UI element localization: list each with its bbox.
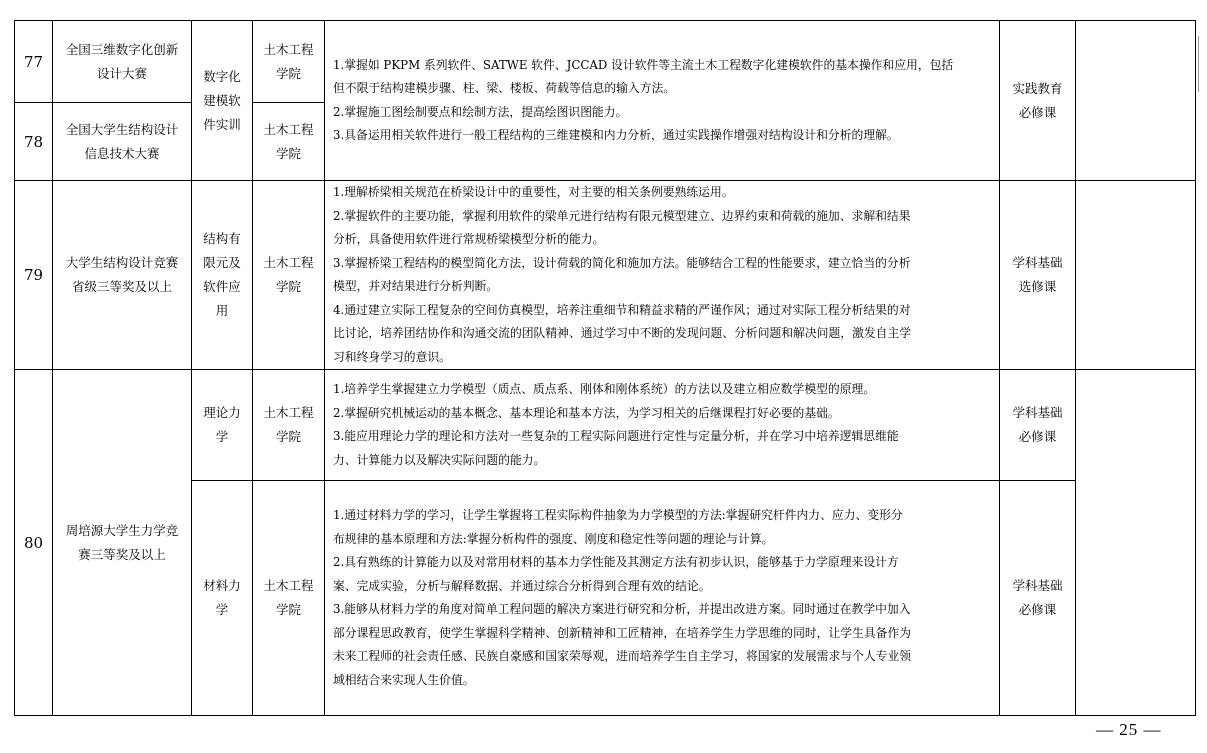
table-row: [15, 181, 1196, 370]
text-line: 学院: [275, 65, 301, 81]
course-name: [192, 370, 253, 481]
text-line: 学院: [275, 145, 301, 161]
text-line: 未来工程师的社会责任感、民族自豪感和国家荣辱观，进而培养学生自主学习，将国家的发展需求与个人专业领: [333, 649, 912, 663]
text-line: 2.掌握施工图绘制要点和绘制方法，提高绘图识图能力。: [333, 104, 628, 119]
text-line: 材料力: [203, 578, 241, 593]
text-line: 学: [215, 429, 229, 444]
text-line: 必修课: [1018, 104, 1057, 120]
text-line: 学科基础: [1012, 405, 1063, 420]
college: [253, 370, 325, 481]
text-line: 1.培养学生掌握建立力学模型（质点、质点系、刚体和刚体系统）的方法以及建立相应数学模型的原理。: [333, 382, 876, 396]
text-line: 2.具有熟练的计算能力以及对常用材料的基本力学性能及其测定方法有初步认识，能够基于力学原理来设计方: [333, 555, 899, 569]
remarks-cell: [1076, 21, 1196, 181]
text-line: 学院: [275, 429, 301, 444]
course-objectives: [325, 370, 1000, 481]
page-number: — 25 —: [1096, 720, 1162, 739]
course-objectives: [325, 21, 1000, 181]
text-line: 限元及: [203, 255, 241, 270]
text-line: 赛三等奖及以上: [78, 546, 166, 562]
text-line: 3.掌握桥梁工程结构的模型简化方法，设计荷载的简化和施加方法。能够结合工程的性能要求，建立恰当的分析: [333, 255, 911, 270]
text-line: 实践教育: [1012, 80, 1063, 96]
text-line: 数字化: [203, 68, 241, 84]
text-line: 设计大赛: [96, 65, 147, 81]
text-line: 理论力: [203, 405, 241, 420]
college: [253, 481, 325, 716]
college: [253, 21, 325, 103]
course-type: [1000, 370, 1076, 481]
table-row: [15, 370, 1196, 481]
text-line: 布规律的基本原理和方法:掌握分析构件的强度、刚度和稳定性等问题的理论与计算。: [333, 531, 774, 546]
text-line: 3.能够从材料力学的角度对简单工程问题的解决方案进行研究和分析，并提出改进方案。同时通过在教学中加入: [333, 602, 911, 616]
competition-name: [53, 370, 192, 716]
college: [253, 103, 325, 181]
text-line: 土木工程: [263, 578, 314, 593]
text-line: 必修课: [1018, 602, 1057, 617]
text-line: 全国大学生结构设计: [65, 121, 179, 137]
text-line: 土木工程: [263, 405, 314, 420]
text-line: 信息技术大赛: [84, 145, 160, 161]
course-type: [1000, 481, 1076, 716]
text-line: 分析，具备使用软件进行常规桥梁模型分析的能力。: [333, 232, 605, 246]
text-line: 3.具备运用相关软件进行一般工程结构的三维建模和内力分析，通过实践操作增强对结构设计和分析的理解。: [333, 128, 899, 142]
text-line: 4.通过建立实际工程复杂的空间仿真模型，培养注重细节和精益求精的严谨作风；通过对实际工程分析结果的对: [333, 302, 911, 317]
course-objectives: [325, 181, 1000, 370]
text-line: 省级三等奖及以上: [71, 279, 172, 294]
text-line: 1.通过材料力学的学习，让学生掌握将工程实际构件抽象为力学模型的方法:掌握研究杆件内力、应力、变形分: [333, 508, 903, 522]
text-line: 力、计算能力以及解决实际问题的能力。: [333, 452, 546, 467]
text-line: 3.能应用理论力学的理论和方法对一些复杂的工程实际问题进行定性与定量分析，并在学习中培养逻辑思维能: [333, 429, 899, 443]
text-line: 土木工程: [263, 255, 314, 270]
text-line: 学院: [275, 279, 301, 294]
text-line: 必修课: [1018, 429, 1057, 444]
text-line: 大学生结构设计竞赛: [65, 255, 179, 270]
text-line: 案、完成实验，分析与解释数据、并通过综合分析得到合理有效的结论。: [333, 578, 711, 593]
text-line: 但不限于结构建模步骤、柱、梁、楼板、荷载等信息的输入方法。: [333, 81, 676, 95]
course-type: [1000, 21, 1076, 181]
page-edge-mark: [1198, 36, 1207, 92]
text-line: 2.掌握研究机械运动的基本概念、基本理论和基本方法，为学习相关的后继课程打好必要的基础。: [333, 405, 840, 420]
row-number: 79: [15, 181, 53, 370]
course-name: [192, 21, 253, 181]
course-table: [14, 20, 1196, 716]
course-name: [192, 481, 253, 716]
row-number: 80: [15, 370, 53, 716]
row-number: 78: [15, 103, 53, 181]
text-line: 土木工程: [263, 121, 314, 137]
text-line: 选修课: [1018, 279, 1057, 294]
text-line: 域相结合来实现人生价值。: [333, 672, 475, 687]
text-line: 件实训: [203, 116, 241, 132]
text-line: 习和终身学习的意识。: [333, 349, 451, 364]
text-line: 部分课程思政教育，使学生掌握科学精神、创新精神和工匠精神，在培养学生力学思维的同时，让学生具备作为: [333, 625, 912, 640]
table-row: [15, 481, 1196, 716]
text-line: 学科基础: [1012, 255, 1063, 270]
text-line: 1.理解桥梁相关规范在桥梁设计中的重要性，对主要的相关条例要熟练运用。: [333, 185, 734, 199]
text-line: 周培源大学生力学竞: [65, 522, 179, 538]
text-line: 全国三维数字化创新: [65, 41, 179, 57]
competition-name: [53, 103, 192, 181]
text-line: 学院: [275, 602, 301, 617]
course-type: [1000, 181, 1076, 370]
text-line: 建模软: [203, 92, 241, 108]
course-objectives: [325, 481, 1000, 716]
text-line: 模型，并对结果进行分析判断。: [333, 279, 499, 293]
text-line: 比讨论，培养团结协作和沟通交流的团队精神、通过学习中不断的发现问题、分析问题和解决问题，激发自主学: [333, 326, 912, 340]
text-line: 用: [215, 303, 229, 318]
text-line: 2.掌握软件的主要功能，掌握利用软件的梁单元进行结构有限元模型建立、边界约束和荷载的施加、求解和结果: [333, 208, 911, 223]
text-line: 学: [215, 602, 229, 617]
text-line: 土木工程: [263, 41, 314, 57]
remarks-cell: [1076, 370, 1196, 716]
college: [253, 181, 325, 370]
text-line: 学科基础: [1012, 578, 1063, 593]
table-row: [15, 21, 1196, 103]
row-number: 77: [15, 21, 53, 103]
competition-name: [53, 181, 192, 370]
competition-name: [53, 21, 192, 103]
remarks-cell: [1076, 181, 1196, 370]
text-line: 结构有: [203, 231, 241, 246]
text-line: 软件应: [203, 279, 241, 294]
course-name: [192, 181, 253, 370]
text-line: 1.掌握如 PKPM 系列软件、SATWE 软件、JCCAD 设计软件等主流土木工程数字化建模软件的基本操作和应用，包括: [333, 57, 954, 72]
